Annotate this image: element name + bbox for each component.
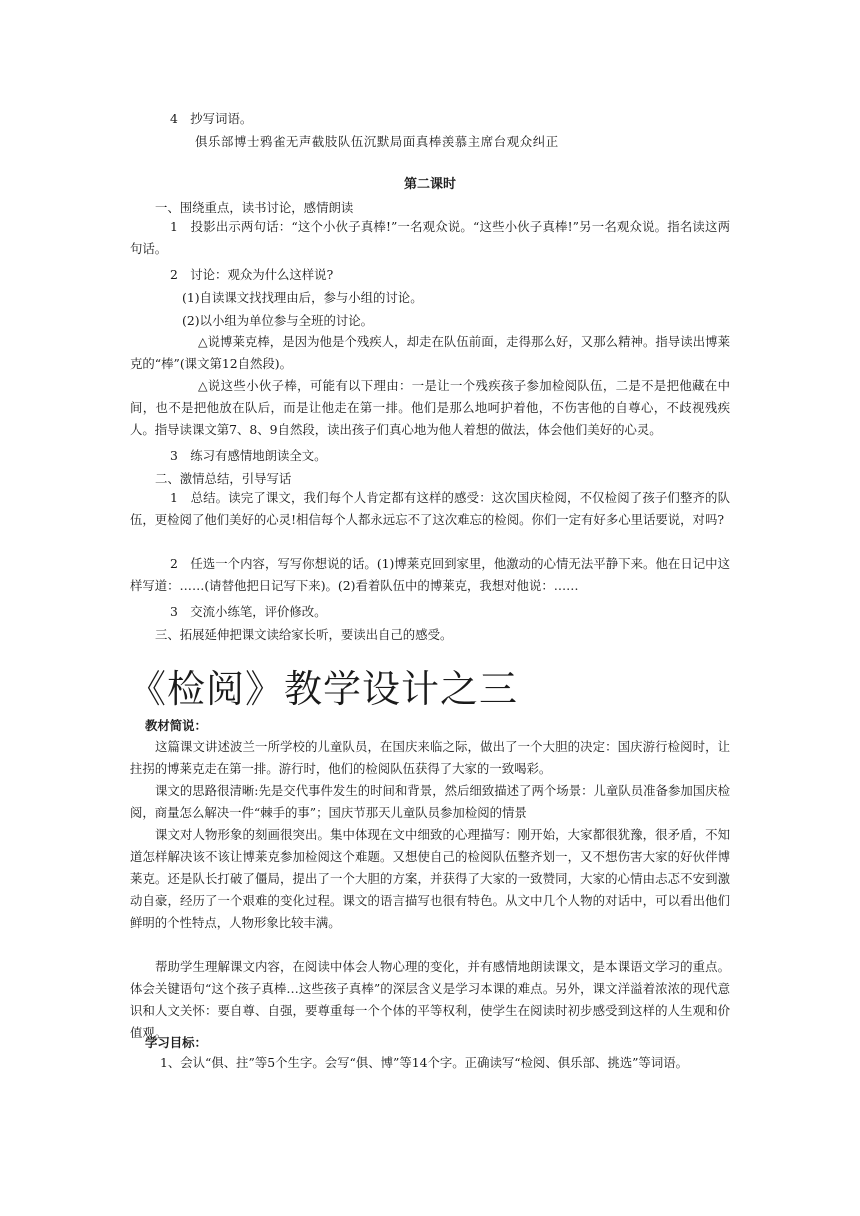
learning-goals-heading: 学习目标：: [145, 1035, 207, 1050]
intro-paragraph-3: 课文对人物形象的刻画很突出。集中体现在文中细致的心理描写：刚开始，大家都很犹豫，很矛盾，不知道怎样解决该不该让博莱克参加检阅这个难题。又想使自己的检阅队伍整齐划一，又不想伤害大家的好伙伴博莱克。还是队长打破了僵局，提出了一个大胆的方案，并获得了大家的一致赞同，大家的心情由忐忑不安到激动自豪，经历了一个艰难的变化过程。课文的语言描写也很有特色。从文中几个人物的对话中，可以看出他们鲜明的个性特点，人物形象比较丰满。: [130, 827, 730, 930]
section-2-item-1: 1 总结。读完了课文，我们每个人肯定都有这样的感受：这次国庆检阅，不仅检阅了孩子们整齐的队伍，更检阅了他们美好的心灵!相信每个人都永远忘不了这次难忘的检阅。你们一定有好多心里话要说，对吗?: [130, 490, 730, 527]
section-3-heading: 三、拓展延伸把课文读给家长听，要读出自己的感受。: [155, 627, 453, 642]
section-1-item-2a: (1)自读课文找找理由后，参与小组的讨论。: [182, 290, 423, 305]
intro-paragraph-1: 这篇课文讲述波兰一所学校的儿童队员，在国庆来临之际，做出了一个大胆的决定：国庆游行检阅时，让拄拐的博莱克走在第一排。游行时，他们的检阅队伍获得了大家的一致喝彩。: [130, 739, 730, 776]
section-1-item-2: 2 讨论：观众为什么这样说?: [170, 267, 334, 282]
section-2-item-3: 3 交流小练笔，评价修改。: [170, 604, 327, 619]
section-1-item-3: 3 练习有感情地朗读全文。: [170, 448, 327, 463]
textbook-intro-heading: 教材简说：: [145, 718, 207, 733]
second-lesson-title: 第二课时: [403, 177, 456, 192]
copy-words-list: 俱乐部博士鸦雀无声截肢队伍沉默局面真棒羡慕主席台观众纠正: [195, 134, 559, 149]
intro-paragraph-4: 帮助学生理解课文内容，在阅读中体会人物心理的变化，并有感情地朗读课文，是本课语文学习的重点。体会关键语句“这个孩子真棒…这些孩子真棒”的深层含义是学习本课的难点。另外，课文洋溢着浓浓的现代意识和人文关怀：要自尊、自强，要尊重每一个个体的平等权利，使学生在阅读时初步感受到这样的人生观和价值观。: [130, 959, 730, 1040]
design-3-title: 《检阅》教学设计之三: [128, 667, 519, 711]
section-2-heading: 二、激情总结，引导写话: [155, 471, 292, 486]
section-1-item-1: 1 投影出示两句话：“这个小伙子真棒!”一名观众说。“这些小伙子真棒!”另一名观众说。指名读这两句话。: [130, 219, 730, 256]
section-1-point-1: △说博莱克棒，是因为他是个残疾人，却走在队伍前面，走得那么好，又那么精神。指导读出博莱克的“棒”(课文第12自然段)。: [130, 334, 730, 371]
intro-paragraph-2: 课文的思路很清晰:先是交代事件发生的时间和背景，然后细致描述了两个场景：儿童队员准备参加国庆检阅，商量怎么解决一件“棘手的事”；国庆节那天儿童队员参加检阅的情景: [130, 783, 730, 820]
section-2-item-2: 2 任选一个内容，写写你想说的话。(1)博莱克回到家里，他激动的心情无法平静下来。他在日记中这样写道：……(请替他把日记写下来)。(2)看着队伍中的博莱克，我想对他说：……: [130, 556, 730, 593]
section-1-point-2: △说这些小伙子棒，可能有以下理由：一是让一个残疾孩子参加检阅队伍，二是不是把他藏在中间，也不是把他放在队后，而是让他走在第一排。他们是那么地呵护着他，不伤害他的自尊心，不歧视残疾人。指导读课文第7、8、9自然段，读出孩子们真心地为他人着想的做法，体会他们美好的心灵。: [130, 378, 730, 437]
section-1-heading: 一、围绕重点，读书讨论，感情朗读: [155, 200, 354, 215]
learning-goal-1: 1、会认“俱、拄”等5个生字。会写“俱、博”等14个字。正确读写“检阅、俱乐部、挑选”等词语。: [160, 1055, 688, 1070]
copy-words-heading: 4 抄写词语。: [170, 111, 253, 126]
section-1-item-2b: (2)以小组为单位参与全班的讨论。: [182, 313, 374, 328]
